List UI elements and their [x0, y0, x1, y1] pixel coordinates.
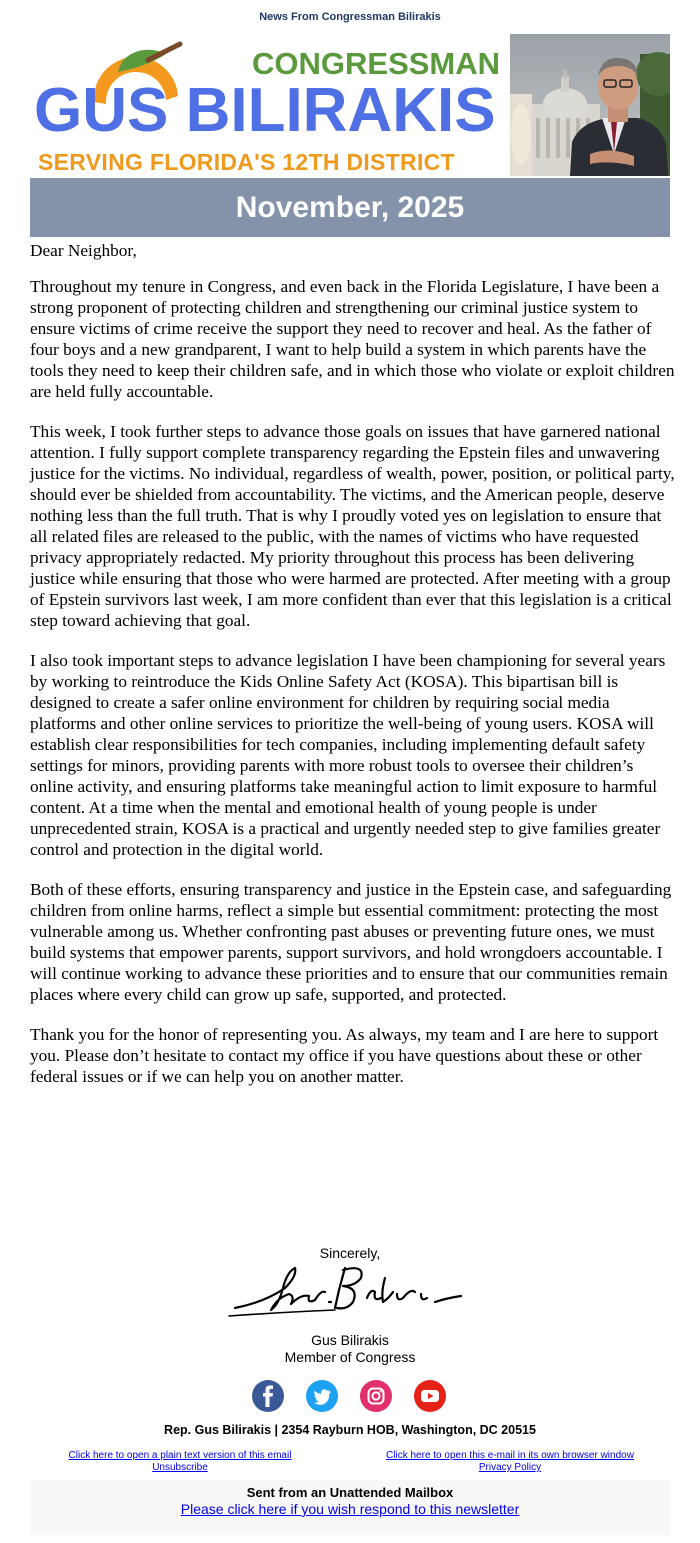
congressman-photo	[510, 34, 670, 176]
respond-link[interactable]: Please click here if you wish respond to this newsletter	[180, 1501, 520, 1517]
paragraph: Both of these efforts, ensuring transparency and justice in the Epstein case, and safeguarding children from online harms, reflect a simple but essential commitment: protecting the most vulnerable among us. Whether confronting past abuses or preventing future ones, we must build systems that empower parents, support survivors, and hold wrongdoers accountable. I will continue working to advance these priorities and to ensure that our communities remain places where every child can grow up safe, supported, and protected.	[30, 880, 672, 1004]
header-banner	[30, 34, 670, 176]
greeting: Dear Neighbor,	[30, 241, 137, 260]
congressman-name: GUS BILIRAKIS	[34, 76, 496, 145]
paragraph: Throughout my tenure in Congress, and even back in the Florida Legislature, I have been a strong proponent of protecting children and strengthening our criminal justice system to ensure victims of crime receive the support they need to recover and heal. As the father of four boys and a new grandparent, I want to help build a system in which parents have the tools they need to keep their children safe, and in which those who violate or exploit children are held fully accountable.	[30, 277, 675, 401]
twitter-icon[interactable]	[306, 1380, 338, 1412]
plain-text-link[interactable]: Click here to open a plain text version of this email	[68, 1450, 292, 1461]
youtube-icon[interactable]	[414, 1380, 446, 1412]
instagram-icon[interactable]	[360, 1380, 392, 1412]
district-tagline: SERVING FLORIDA'S 12TH DISTRICT	[38, 149, 455, 175]
facebook-icon[interactable]	[252, 1380, 284, 1412]
office-address: Rep. Gus Bilirakis | 2354 Rayburn HOB, Washington, DC 20515	[164, 1423, 536, 1437]
privacy-policy-link[interactable]: Privacy Policy	[478, 1462, 542, 1473]
social-links	[252, 1380, 448, 1412]
letter-body	[30, 240, 676, 1106]
paragraph: I also took important steps to advance legislation I have been championing for several years by working to reintroduce the Kids Online Safety Act (KOSA). This bipartisan bill is designed to create a safer online environment for children by requiring social media platforms and other online services to prioritize the well-being of young users. KOSA will establish clear responsibilities for tech companies, including implementing default safety settings for minors, providing parents with more robust tools to oversee their children’s online activity, and ensuring platforms take meaningful action to limit exposure to harmful content. At a time when the mental and emotional health of young people is under unprecedented strain, KOSA is a practical and urgently needed step to give families greater control and protection in the digital world.	[30, 651, 666, 859]
unsubscribe-link[interactable]: Unsubscribe	[152, 1462, 208, 1473]
signature	[225, 1258, 475, 1322]
congressman-label: CONGRESSMAN	[252, 46, 501, 81]
mailbox-title: Sent from an Unattended Mailbox	[246, 1485, 454, 1500]
paragraph: This week, I took further steps to advance those goals on issues that have garnered national attention. I fully support complete transparency regarding the Epstein files and unwavering justice for the victims. No individual, regardless of wealth, power, position, or political party, should ever be shielded from accountability. The victims, and the American people, deserve nothing less than the full truth. That is why I proudly voted yes on legislation to ensure that all related files are released to the public, with the names of victims who have requested privacy appropriately redacted. My priority throughout this process has been delivering justice while ensuring that those who were harmed are protected. After meeting with a group of Epstein survivors last week, I am more confident than ever that this legislation is a critical step toward achieving that goal.	[30, 422, 675, 630]
paragraph: Thank you for the honor of representing you. As always, my team and I are here to support you. Please don’t hesitate to contact my office if you have questions about these or other federal issues or if we can help you on another matter.	[30, 1025, 659, 1086]
unattended-mailbox-notice	[30, 1480, 670, 1535]
browser-view-link[interactable]: Click here to open this e-mail in its own browser window	[386, 1450, 634, 1461]
closing-sincerely: Sincerely,	[319, 1245, 381, 1261]
preheader: News From Congressman Bilirakis	[259, 11, 441, 23]
signer-title: Member of Congress	[284, 1349, 416, 1365]
signer-name: Gus Bilirakis	[311, 1332, 389, 1348]
logo	[30, 34, 510, 176]
newsletter-date: November, 2025	[30, 178, 670, 237]
